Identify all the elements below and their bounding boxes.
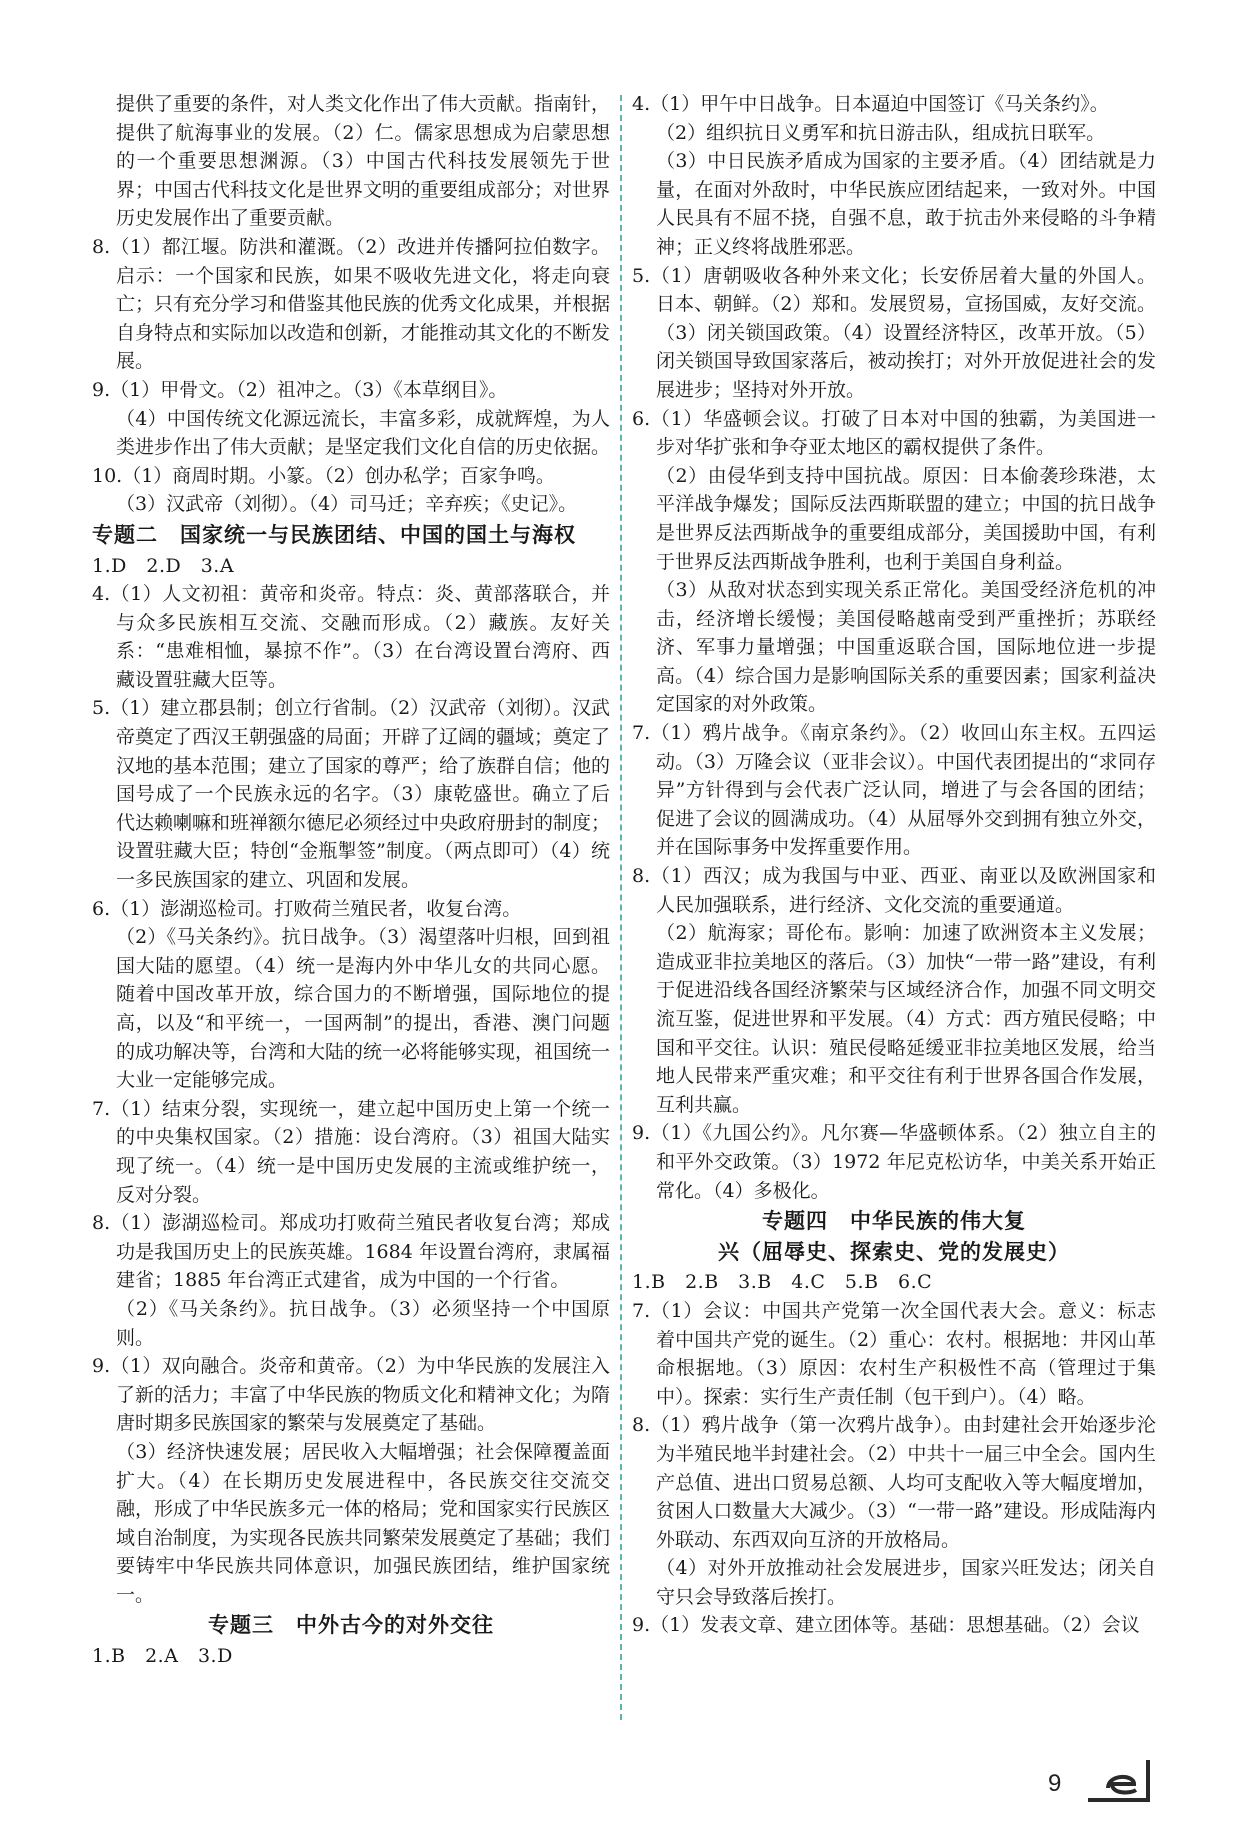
answer-paragraph: 9.（1）《九国公约》。凡尔赛—华盛顿体系。（2）独立自主的和平外交政策。（3）1972 年尼克松访华，中美关系开始正常化。（4）多极化。: [632, 1122, 1156, 1202]
answer-paragraph: 8.（1）澎湖巡检司。郑成功打败荷兰殖民者收复台湾；郑成功是我国历史上的民族英雄。1684 年设置台湾府，隶属福建省；1885 年台湾正式建省，成为中国的一个行省。: [92, 1212, 610, 1292]
page-number: 9: [1048, 1770, 1062, 1797]
answer-paragraph: 8.（1）西汉；成为我国与中亚、西亚、南亚以及欧洲国家和人民加强联系，进行经济、文化交流的重要通道。: [632, 865, 1156, 916]
choice-answers: 1.B 2.B 3.B 4.C 5.B 6.C: [632, 1271, 933, 1294]
answer-paragraph: 提供了重要的条件，对人类文化作出了伟大贡献。指南针，提供了航海事业的发展。（2）仁。儒家思想成为启蒙思想的一个重要思想渊源。（3）中国古代科技发展领先于世界；中国古代科技文化是世界文明的重要组成部分；对世界历史发展作出了重要贡献。: [116, 93, 611, 230]
answer-paragraph: （2）《马关条约》。抗日战争。（3）必须坚持一个中国原则。: [116, 1297, 610, 1349]
answer-paragraph: 8.（1）都江堰。防洪和灌溉。（2）改进并传播阿拉伯数字。启示：一个国家和民族，如果不吸收先进文化，将走向衰亡；只有充分学习和借鉴其他民族的优秀文化成果，并根据自身特点和实际加以改造和创新，才能推动其文化的不断发展。: [92, 235, 611, 373]
choice-answers: 1.B 2.A 3.D: [92, 1645, 233, 1668]
answer-paragraph: 9.（1）甲骨文。（2）祖冲之。（3）《本草纲目》。: [92, 378, 508, 401]
answer-paragraph: 6.（1）澎湖巡检司。打败荷兰殖民者，收复台湾。: [92, 897, 522, 920]
answer-paragraph: 7.（1）鸦片战争。《南京条约》。（2）收回山东主权。五四运动。（3）万隆会议（亚非会议）。中国代表团提出的“求同存异”方针得到与会代表广泛认同，增进了与会各国的团结；促进了会议的圆满成功。（4）从屈辱外交到拥有独立外交，并在国际事务中发挥重要作用。: [632, 722, 1156, 859]
choice-answers: 1.D 2.D 3.A: [92, 554, 235, 577]
answer-paragraph: （2）由侵华到支持中国抗战。原因：日本偷袭珍珠港，太平洋战争爆发；国际反法西斯联盟的建立；中国的抗日战争是世界反法西斯战争的重要组成部分，美国援助中国，有利于世界反法西斯战争胜利，也利于美国自身利益。: [656, 464, 1156, 573]
corner-logo-icon: [1078, 1750, 1158, 1810]
answer-paragraph: 4.（1）人文初祖：黄帝和炎帝。特点：炎、黄部落联合，并与众多民族相互交流、交融而形成。（2）藏族。友好关系：“患难相恤，暴掠不作”。（3）在台湾设置台湾府、西藏设置驻藏大臣等。: [92, 583, 610, 691]
answer-paragraph: （3）经济快速发展；居民收入大幅增强；社会保障覆盖面扩大。（4）在长期历史发展进程中，各民族交往交流交融，形成了中华民族多元一体的格局；党和国家实行民族区域自治制度，为实现各民族共同繁荣发展奠定了基础；我们要铸牢中华民族共同体意识，加强民族团结，维护国家统一。: [116, 1440, 611, 1606]
answer-paragraph: 10.（1）商周时期。小篆。（2）创办私学；百家争鸣。: [92, 464, 555, 487]
answer-paragraph: （4）对外开放推动社会发展进步，国家兴旺发达；闭关自守只会导致落后挨打。: [656, 1557, 1156, 1608]
answer-paragraph: 9.（1）双向融合。炎帝和黄帝。（2）为中华民族的发展注入了新的活力；丰富了中华民族的物质文化和精神文化；为隋唐时期多民族国家的繁荣与发展奠定了基础。: [92, 1355, 611, 1435]
section-heading: 专题二 国家统一与民族团结、中国的国土与海权: [92, 522, 576, 547]
answer-paragraph: 9.（1）发表文章、建立团体等。基础：思想基础。（2）会议: [632, 1614, 1140, 1637]
answer-paragraph: （3）从敌对状态到实现关系正常化。美国受经济危机的冲击，经济增长缓慢；美国侵略越南受到严重挫折；苏联经济、军事力量增强；中国重返联合国，国际地位进一步提高。（4）综合国力是影响国际关系的重要因素；国家利益决定国家的对外政策。: [656, 579, 1156, 716]
section-heading: 专题三 中外古今的对外交往: [208, 1613, 494, 1638]
answer-paragraph: （3）中日民族矛盾成为国家的主要矛盾。（4）团结就是力量，在面对外敌时，中华民族应团结起来，一致对外。中国人民具有不屈不挠，自强不息，敢于抗击外来侵略的斗争精神；正义终将战胜邪恶。: [656, 150, 1156, 258]
right-column: [632, 90, 1156, 1640]
answer-paragraph: 5.（1）唐朝吸收各种外来文化；长安侨居着大量的外国人。日本、朝鲜。（2）郑和。发展贸易，宣扬国威，友好交流。（3）闭关锁国政策。（4）设置经济特区，改革开放。（5）闭关锁国导致国家落后，被动挨打；对外开放促进社会的发展进步；坚持对外开放。: [632, 264, 1156, 401]
answer-paragraph: 4.（1）甲午中日战争。日本逼迫中国签订《马关条约》。: [632, 93, 1109, 115]
column-divider: [620, 95, 622, 1720]
section-heading: 兴（屈辱史、探索史、党的发展史）: [718, 1239, 1070, 1264]
section-heading: 专题四 中华民族的伟大复: [762, 1209, 1026, 1234]
answer-paragraph: 7.（1）结束分裂，实现统一，建立起中国历史上第一个统一的中央集权国家。（2）措施：设台湾府。（3）祖国大陆实现了统一。（4）统一是中国历史发展的主流或维护统一，反对分裂。: [92, 1097, 610, 1206]
answer-paragraph: 8.（1）鸦片战争（第一次鸦片战争）。由封建社会开始逐步沦为半殖民地半封建社会。（2）中共十一届三中全会。国内生产总值、进出口贸易总额、人均可支配收入等大幅度增加，贫困人口数量大大减少。（3）“一带一路”建设。形成陆海内外联动、东西双向互济的开放格局。: [632, 1414, 1156, 1551]
left-column: [92, 90, 610, 1671]
answer-paragraph: （4）中国传统文化源远流长，丰富多彩，成就辉煌，为人类进步作出了伟大贡献；是坚定我们文化自信的历史依据。: [116, 407, 611, 459]
answer-paragraph: （2）《马关条约》。抗日战争。（3）渴望落叶归根，回到祖国大陆的愿望。（4）统一是海内外中华儿女的共同心愿。随着中国改革开放，综合国力的不断增强，国际地位的提高，以及“和平统一，一国两制”的提出，香港、澳门问题的成功解决等，台湾和大陆的统一必将能够实现，祖国统一大业一定能够完成。: [116, 926, 611, 1092]
answer-paragraph: （2）航海家；哥伦布。影响：加速了欧洲资本主义发展；造成亚非拉美地区的落后。（3）加快“一带一路”建设，有利于促进沿线各国经济繁荣与区域经济合作，加强不同文明交流互鉴，促进世界和平发展。（4）方式：西方殖民侵略；中国和平交往。认识：殖民侵略延缓亚非拉美地区发展，给当地人民带来严重灾难；和平交往有利于世界各国合作发展，互利共赢。: [656, 922, 1156, 1116]
answer-paragraph: 7.（1）会议：中国共产党第一次全国代表大会。意义：标志着中国共产党的诞生。（2）重心：农村。根据地：井冈山革命根据地。（3）原因：农村生产积极性不高（管理过于集中）。探索：实行生产责任制（包干到户）。（4）略。: [632, 1299, 1156, 1408]
answer-paragraph: （2）组织抗日义勇军和抗日游击队，组成抗日联军。: [656, 121, 1106, 144]
answer-paragraph: 5.（1）建立郡县制；创立行省制。（2）汉武帝（刘彻）。汉武帝奠定了西汉王朝强盛的局面；开辟了辽阔的疆域；奠定了汉地的基本范围；建立了国家的尊严；给了族群自信；他的国号成了一个民族永远的名字。（3）康乾盛世。确立了后代达赖喇嘛和班禅额尔德尼必须经过中央政府册封的制度；设置驻藏大臣；特创“金瓶掣签”制度。（两点即可）（4）统一多民族国家的建立、巩固和发展。: [92, 697, 611, 892]
answer-paragraph: 6.（1）华盛顿会议。打破了日本对中国的独霸，为美国进一步对华扩张和争夺亚太地区的霸权提供了条件。: [632, 407, 1156, 459]
answer-paragraph: （3）汉武帝（刘彻）。（4）司马迁；辛弃疾；《史记》。: [116, 493, 578, 516]
